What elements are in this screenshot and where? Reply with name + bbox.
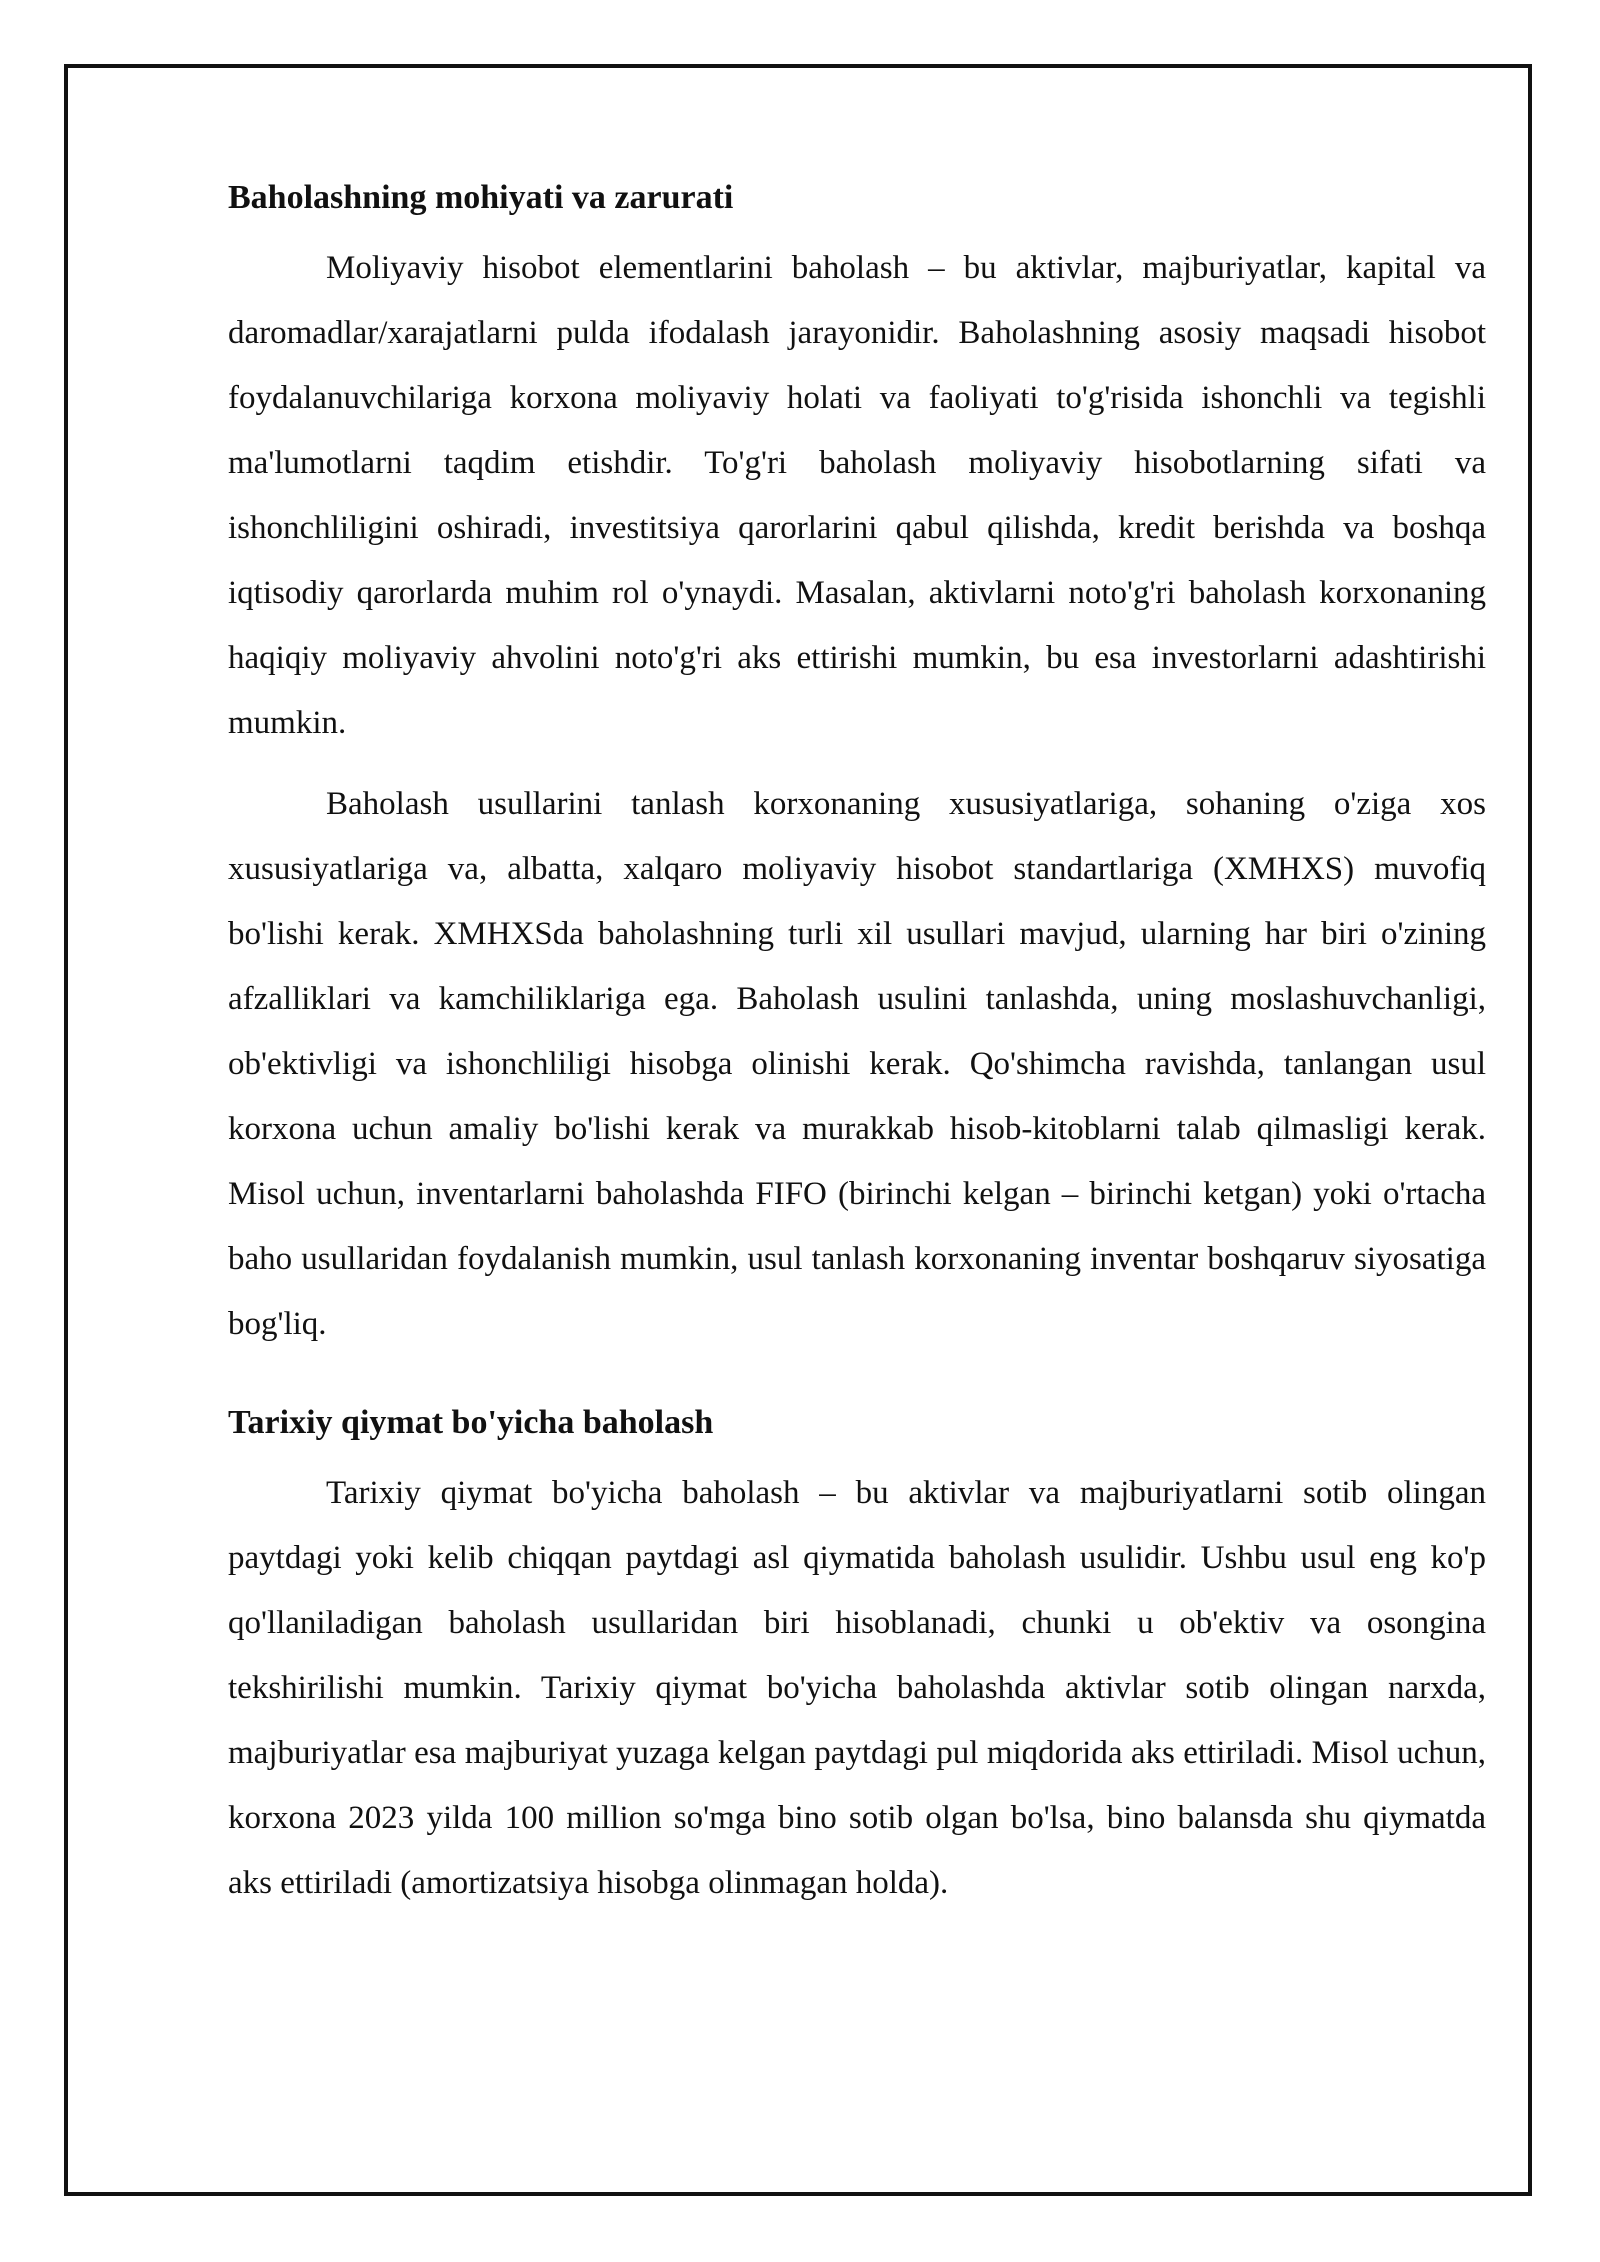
paragraph: Moliyaviy hisobot elementlarini baholash – bu aktivlar, majburiyatlar, kapital va daromadlar/xarajatlarni pulda ifodalash jarayonidir. Baholashning asosiy maqsadi hisobot foydalanuvchilariga korxona moliyaviy holati va faoliyati to'g'risida ishonchli va tegishli ma'lumotlarni taqdim etishdir. To'g'ri baholash moliyaviy hisobotlarning sifati va ishonchliligini oshiradi, investitsiya qarorlarini qabul qilishda, kredit berishda va boshqa iqtisodiy qarorlarda muhim rol o'ynaydi. Masalan, aktivlarni noto'g'ri baholash korxonaning haqiqiy moliyaviy ahvolini noto'g'ri aks ettirishi mumkin, bu esa investorlarni adashtirishi mumkin.	[228, 250, 1486, 741]
section-tarixiy-qiymat	[228, 1395, 1486, 1916]
paragraph: Baholash usullarini tanlash korxonaning xususiyatlariga, sohaning o'ziga xos xususiyatlariga va, albatta, xalqaro moliyaviy hisobot standartlariga (XMHXS) muvofiq bo'lishi kerak. XMHXSda baholashning turli xil usullari mavjud, ularning har biri o'zining afzalliklari va kamchiliklariga ega. Baholash usulini tanlashda, uning moslashuvchanligi, ob'ektivligi va ishonchliligi hisobga olinishi kerak. Qo'shimcha ravishda, tanlangan usul korxona uchun amaliy bo'lishi kerak va murakkab hisob-kitoblarni talab qilmasligi kerak. Misol uchun, inventarlarni baholashda FIFO (birinchi kelgan – birinchi ketgan) yoki o'rtacha baho usullaridan foydalanish mumkin, usul tanlash korxonaning inventar boshqaruv siyosatiga bog'liq.	[228, 786, 1486, 1342]
section-heading: Tarixiy qiymat bo'yicha baholash	[228, 1404, 714, 1441]
section-baholash-mohiyati	[228, 170, 1486, 1357]
paragraph: Tarixiy qiymat bo'yicha baholash – bu aktivlar va majburiyatlarni sotib olingan paytdagi yoki kelib chiqqan paytdagi asl qiymatida baholash usulidir. Ushbu usul eng ko'p qo'llaniladigan baholash usullaridan biri hisoblanadi, chunki u ob'ektiv va osongina tekshirilishi mumkin. Tarixiy qiymat bo'yicha baholashda aktivlar sotib olingan narxda, majburiyatlar esa majburiyat yuzaga kelgan paytdagi pul miqdorida aks ettiriladi. Misol uchun, korxona 2023 yilda 100 million so'mga bino sotib olgan bo'lsa, bino balansda shu qiymatda aks ettiriladi (amortizatsiya hisobga olinmagan holda).	[228, 1475, 1486, 1901]
document-body	[228, 170, 1486, 1932]
section-heading: Baholashning mohiyati va zarurati	[228, 179, 734, 216]
